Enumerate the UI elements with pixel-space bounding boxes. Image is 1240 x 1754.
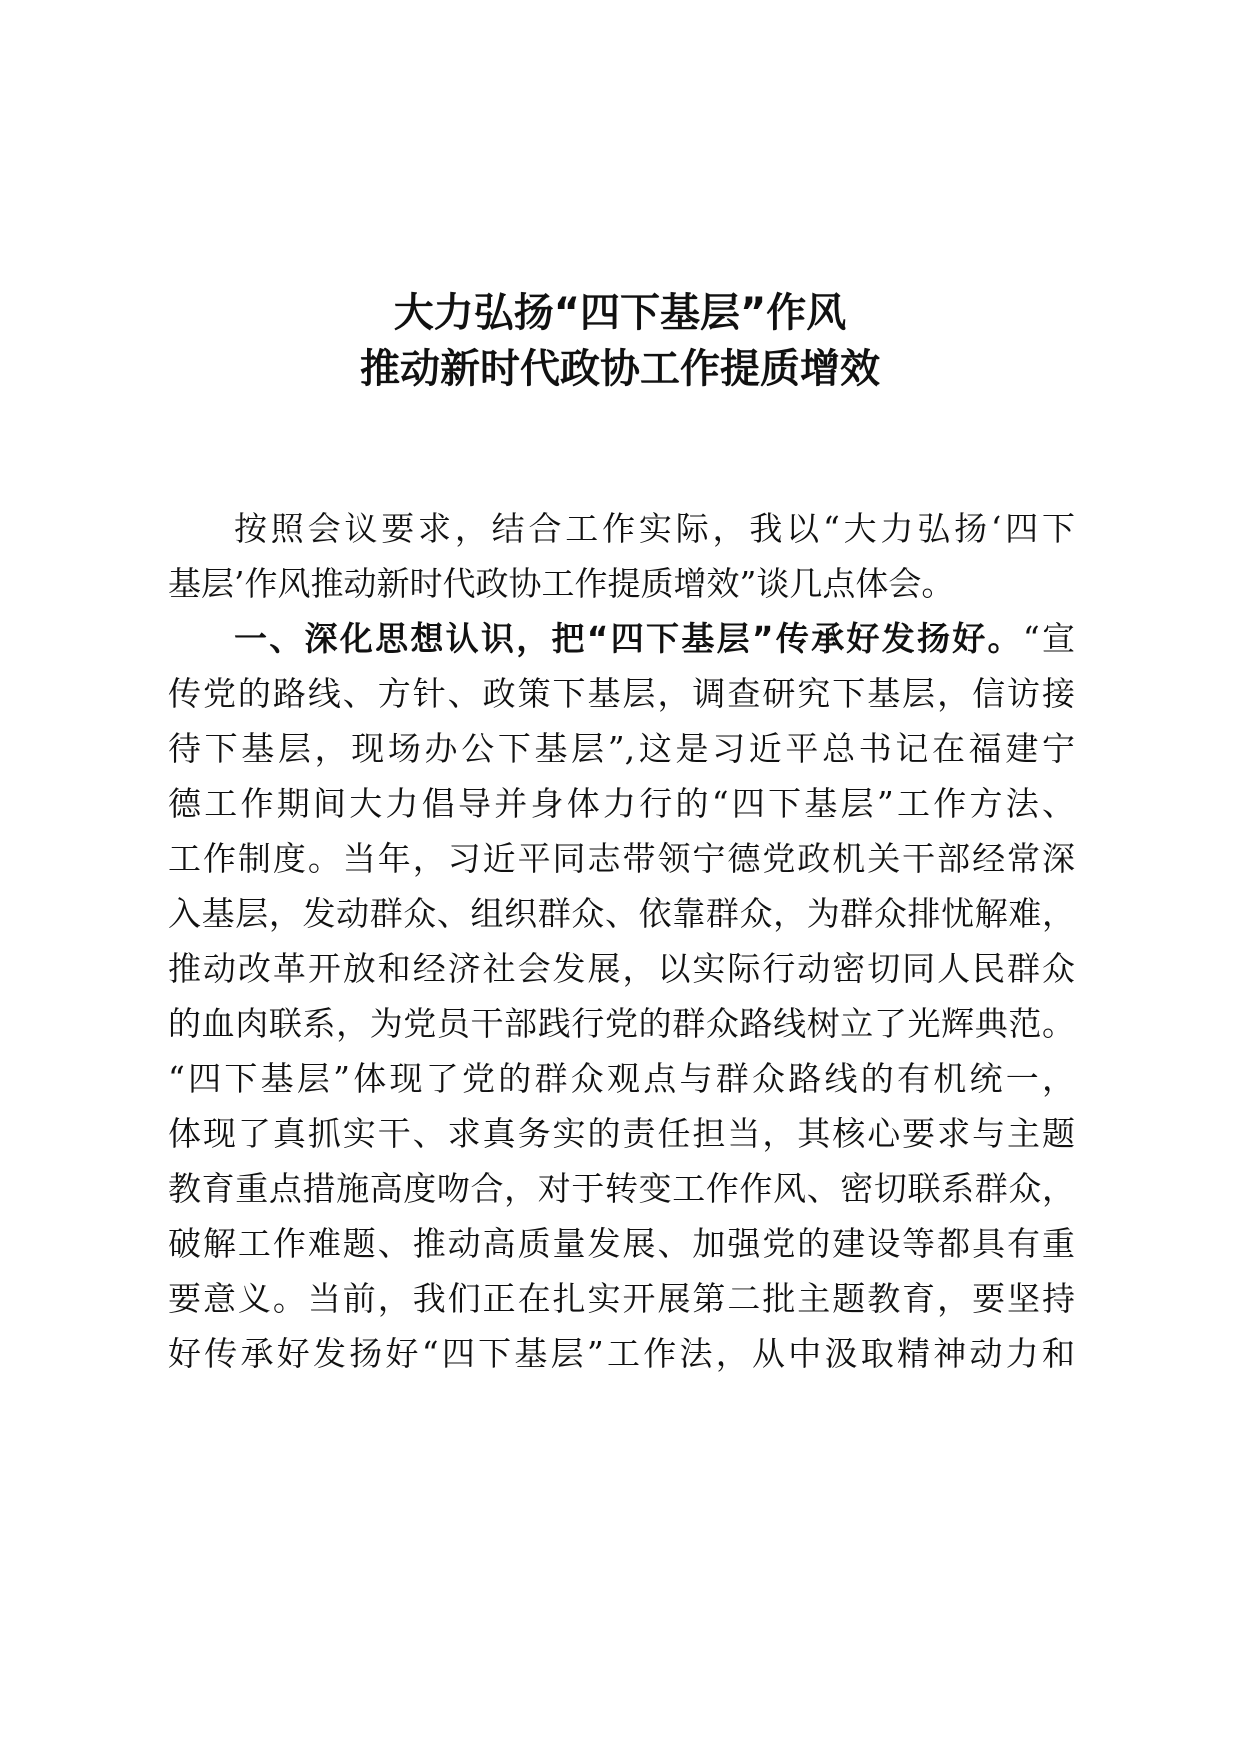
paragraph-2-line: 破解工作难题、推动高质量发展、加强党的建设等都具有重 bbox=[168, 1224, 1075, 1263]
paragraph-2-line: 好传承好发扬好“四下基层”工作法，从中汲取精神动力和 bbox=[168, 1334, 1075, 1373]
section-heading-1: 一、深化思想认识，把“四下基层”传承好发扬好。 bbox=[234, 619, 1023, 658]
paragraph-2-line: 要意义。当前，我们正在扎实开展第二批主题教育，要坚持 bbox=[168, 1279, 1075, 1318]
paragraph-2-line-1-rest: “宣 bbox=[1022, 619, 1075, 658]
paragraph-2-line: 的血肉联系，为党员干部践行党的群众路线树立了光辉典范。 bbox=[168, 1004, 1075, 1043]
paragraph-2-line: 德工作期间大力倡导并身体力行的“四下基层”工作方法、 bbox=[168, 784, 1075, 823]
paragraph-2-line: 教育重点措施高度吻合，对于转变工作作风、密切联系群众， bbox=[168, 1169, 1075, 1208]
paragraph-2-line-1 bbox=[168, 611, 1075, 666]
paragraph-2-line: 工作制度。当年，习近平同志带领宁德党政机关干部经常深 bbox=[168, 839, 1075, 878]
document-body bbox=[168, 501, 1075, 1381]
paragraph-2-line: 推动改革开放和经济社会发展，以实际行动密切同人民群众 bbox=[168, 949, 1075, 988]
paragraph-2-line: 传党的路线、方针、政策下基层，调查研究下基层，信访接 bbox=[168, 674, 1075, 713]
document-title bbox=[0, 285, 1240, 397]
title-line-1: 大力弘扬“四下基层”作风 bbox=[393, 290, 847, 336]
paragraph-2-line: 入基层，发动群众、组织群众、依靠群众，为群众排忧解难， bbox=[168, 894, 1075, 933]
paragraph-1-line-2: 基层’作风推动新时代政协工作提质增效”谈几点体会。 bbox=[168, 564, 955, 603]
paragraph-2-line: 待下基层，现场办公下基层”,这是习近平总书记在福建宁 bbox=[168, 729, 1075, 768]
paragraph-2-line: 体现了真抓实干、求真务实的责任担当，其核心要求与主题 bbox=[168, 1114, 1075, 1153]
paragraph-1-line-1: 按照会议要求，结合工作实际，我以“大力弘扬‘四下 bbox=[234, 509, 1075, 548]
title-line-2: 推动新时代政协工作提质增效 bbox=[360, 346, 880, 392]
paragraph-2-line: “四下基层”体现了党的群众观点与群众路线的有机统一， bbox=[168, 1059, 1075, 1098]
